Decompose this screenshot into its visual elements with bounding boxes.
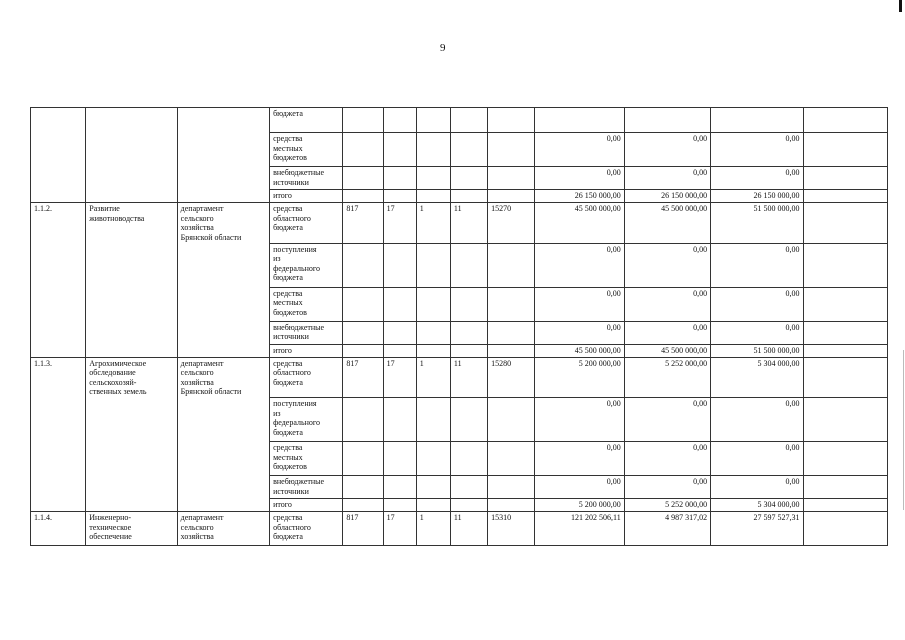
value-2019: 0,00	[624, 442, 710, 476]
value-2020: 0,00	[711, 167, 803, 190]
value-2020: 51 500 000,00	[711, 344, 803, 357]
table-row	[31, 357, 888, 398]
scan-edge-mark	[899, 0, 902, 12]
table-row	[31, 108, 888, 133]
source-cell: поступления из федерального бюджета	[270, 243, 343, 287]
dir-cell: 15310	[488, 512, 535, 546]
name-cell: Инженерно- техническое обеспечение	[86, 512, 177, 546]
value-2019: 45 500 000,00	[624, 203, 710, 244]
page-number: 9	[440, 42, 446, 54]
value-2018: 0,00	[535, 133, 624, 167]
source-cell: поступления из федерального бюджета	[270, 398, 343, 442]
source-cell: итого	[270, 344, 343, 357]
table-row	[31, 398, 888, 442]
value-2019: 0,00	[624, 133, 710, 167]
gr-cell: 817	[343, 512, 383, 546]
scan-edge-line	[903, 350, 904, 510]
value-2018: 0,00	[535, 167, 624, 190]
code-cell	[31, 108, 86, 133]
om-cell: 11	[450, 357, 487, 398]
value-2019: 26 150 000,00	[624, 190, 710, 203]
source-cell: средства местных бюджетов	[270, 287, 343, 321]
table-row	[31, 167, 888, 190]
value-2020: 26 150 000,00	[711, 190, 803, 203]
value-2018: 5 200 000,00	[535, 499, 624, 512]
value-2020: 5 304 000,00	[711, 499, 803, 512]
executor-cell: департамент сельского хозяйства Брянской области	[177, 203, 269, 244]
source-cell: средства областного бюджета	[270, 357, 343, 398]
value-2018: 0,00	[535, 442, 624, 476]
value-2020	[711, 108, 803, 133]
pp-cell: 1	[416, 357, 450, 398]
source-cell: внебюджетные источники	[270, 167, 343, 190]
code-cell: 1.1.4.	[31, 512, 86, 546]
code-cell: 1.1.3.	[31, 357, 86, 398]
executor-cell	[177, 108, 269, 133]
value-2020: 0,00	[711, 442, 803, 476]
value-2020: 0,00	[711, 398, 803, 442]
name-cell	[86, 108, 177, 133]
dir-cell: 15270	[488, 203, 535, 244]
table-row	[31, 442, 888, 476]
source-cell: итого	[270, 190, 343, 203]
value-2020: 0,00	[711, 287, 803, 321]
value-2018: 45 500 000,00	[535, 344, 624, 357]
table-row	[31, 321, 888, 344]
source-cell: бюджета	[270, 108, 343, 133]
table-row	[31, 190, 888, 203]
value-2019: 4 987 317,02	[624, 512, 710, 546]
value-2020: 0,00	[711, 133, 803, 167]
value-2018: 0,00	[535, 243, 624, 287]
value-2018: 0,00	[535, 287, 624, 321]
source-cell: средства местных бюджетов	[270, 442, 343, 476]
value-2020: 0,00	[711, 476, 803, 499]
value-2018: 0,00	[535, 398, 624, 442]
pr-cell: 17	[383, 357, 416, 398]
pp-cell: 1	[416, 512, 450, 546]
source-cell: средства областного бюджета	[270, 203, 343, 244]
value-2018	[535, 108, 624, 133]
table-row	[31, 476, 888, 499]
source-cell: средства областного бюджета	[270, 512, 343, 546]
pp-cell: 1	[416, 203, 450, 244]
value-2019: 0,00	[624, 243, 710, 287]
value-2020: 0,00	[711, 321, 803, 344]
value-2020: 0,00	[711, 243, 803, 287]
table-row	[31, 344, 888, 357]
value-2018: 0,00	[535, 321, 624, 344]
pr-cell: 17	[383, 512, 416, 546]
value-2020: 27 597 527,31	[711, 512, 803, 546]
source-cell: средства местных бюджетов	[270, 133, 343, 167]
table-row	[31, 203, 888, 244]
value-2018: 121 202 506,11	[535, 512, 624, 546]
table-row	[31, 243, 888, 287]
value-2018: 26 150 000,00	[535, 190, 624, 203]
table-row	[31, 512, 888, 546]
gr-cell: 817	[343, 203, 383, 244]
om-cell: 11	[450, 512, 487, 546]
source-cell: внебюджетные источники	[270, 476, 343, 499]
dir-cell: 15280	[488, 357, 535, 398]
table-row	[31, 287, 888, 321]
source-cell: итого	[270, 499, 343, 512]
code-cell: 1.1.2.	[31, 203, 86, 244]
value-2020: 5 304 000,00	[711, 357, 803, 398]
value-2019: 0,00	[624, 287, 710, 321]
name-cell: Агрохимическое обследование сельскохозяй- ственных земель	[86, 357, 177, 398]
executor-cell: департамент сельского хозяйства	[177, 512, 269, 546]
value-2019: 0,00	[624, 167, 710, 190]
value-2019: 0,00	[624, 476, 710, 499]
table-row	[31, 499, 888, 512]
budget-table	[30, 107, 888, 546]
name-cell: Развитие животноводства	[86, 203, 177, 244]
pr-cell: 17	[383, 203, 416, 244]
value-2019	[624, 108, 710, 133]
source-cell: внебюджетные источники	[270, 321, 343, 344]
gr-cell: 817	[343, 357, 383, 398]
value-2019: 0,00	[624, 398, 710, 442]
value-2018: 5 200 000,00	[535, 357, 624, 398]
executor-cell: департамент сельского хозяйства Брянской области	[177, 357, 269, 398]
value-2019: 5 252 000,00	[624, 499, 710, 512]
table-row	[31, 133, 888, 167]
value-2020: 51 500 000,00	[711, 203, 803, 244]
om-cell: 11	[450, 203, 487, 244]
value-2019: 5 252 000,00	[624, 357, 710, 398]
value-2019: 0,00	[624, 321, 710, 344]
value-2019: 45 500 000,00	[624, 344, 710, 357]
value-2018: 0,00	[535, 476, 624, 499]
value-2018: 45 500 000,00	[535, 203, 624, 244]
